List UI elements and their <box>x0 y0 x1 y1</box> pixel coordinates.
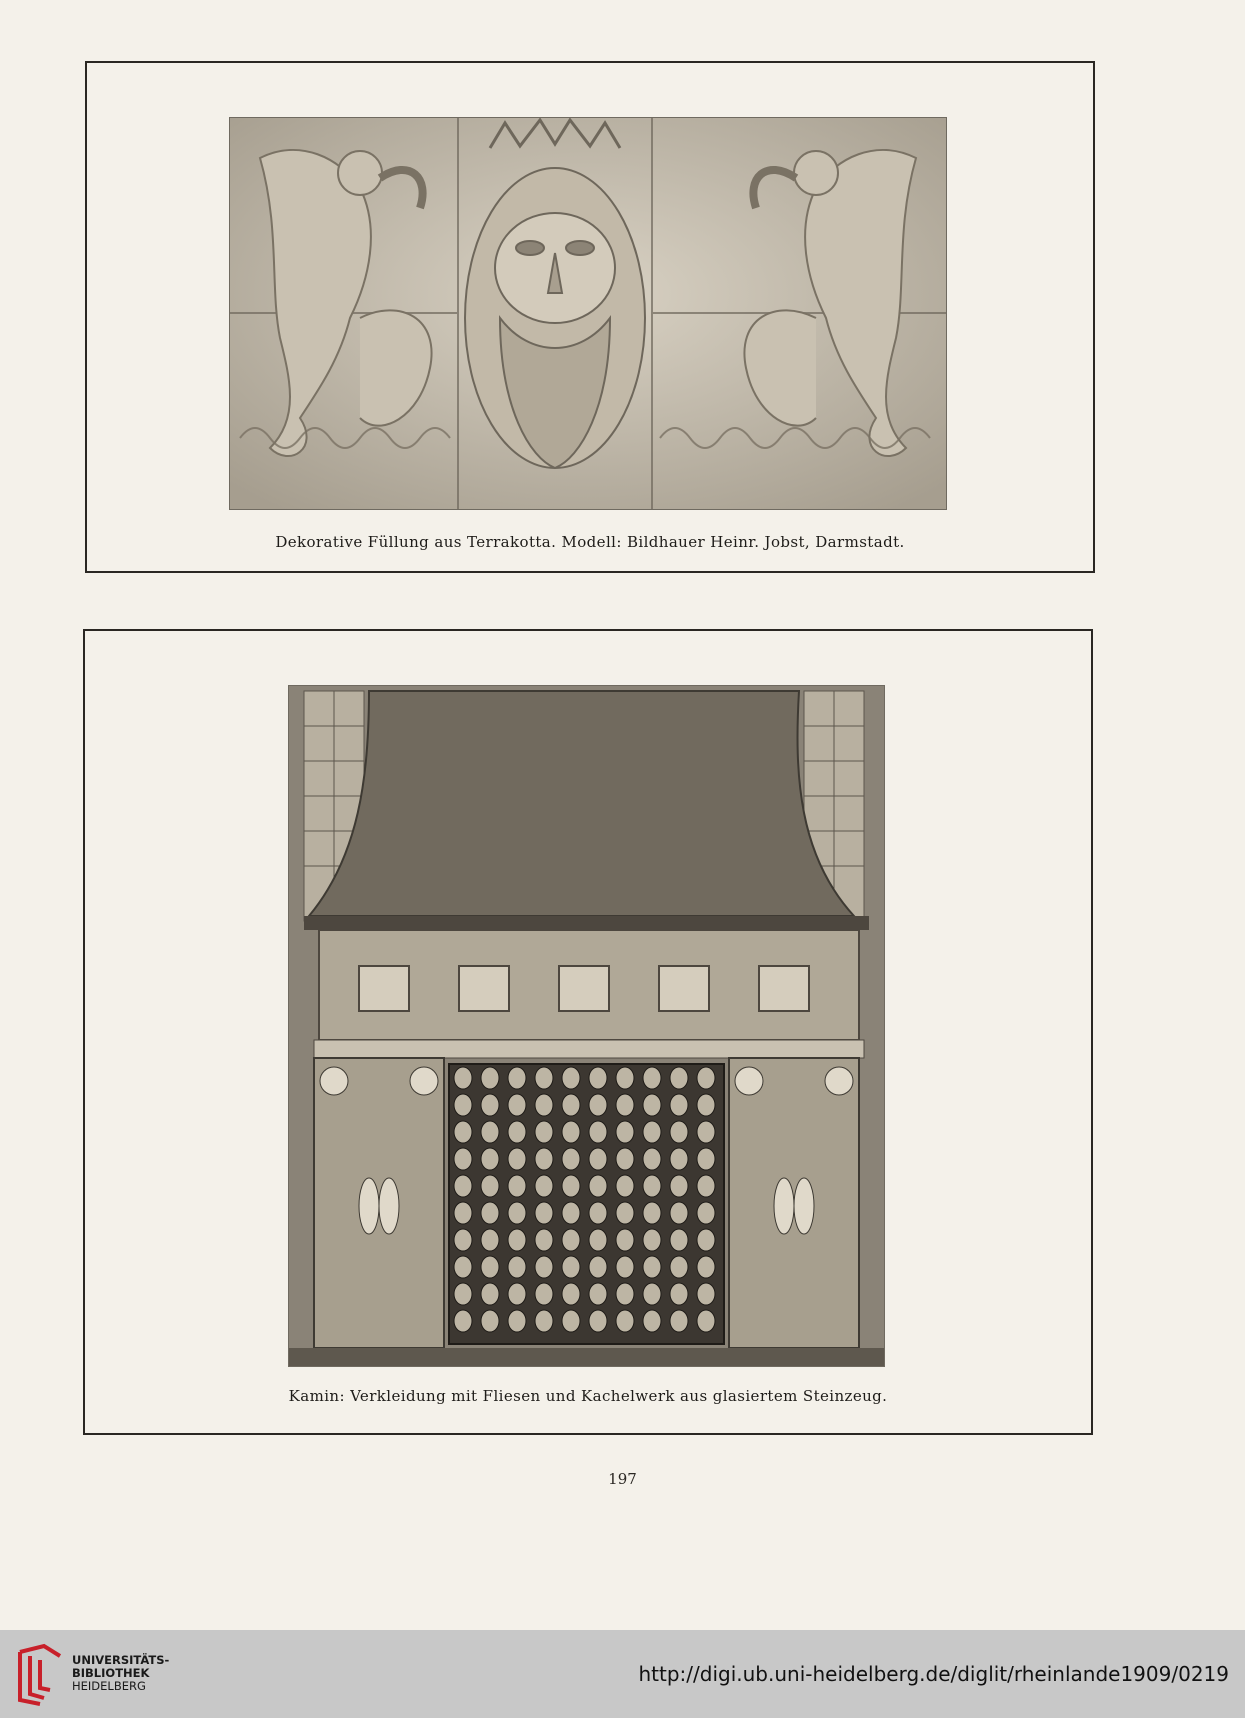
figure-frame-terracotta <box>85 61 1095 573</box>
fireplace-photo <box>288 685 885 1367</box>
logo-line-3: HEIDELBERG <box>72 1679 146 1693</box>
page-number: 197 <box>608 1470 637 1488</box>
figure-frame-fireplace <box>83 629 1093 1435</box>
library-logo-icon <box>14 1642 66 1706</box>
source-url-link[interactable]: http://digi.ub.uni-heidelberg.de/diglit/rheinlande1909/0219 <box>638 1662 1229 1686</box>
logo-line-2: BIBLIOTHEK <box>72 1666 150 1680</box>
figure-caption-fireplace: Kamin: Verkleidung mit Fliesen und Kachelwerk aus glasiertem Steinzeug. <box>288 1387 888 1405</box>
terracotta-relief-photo <box>229 117 947 510</box>
footer-bar <box>0 1630 1245 1718</box>
figure-caption-terracotta: Dekorative Füllung aus Terrakotta. Modell: Bildhauer Heinr. Jobst, Darmstadt. <box>275 533 905 551</box>
library-logo-text <box>72 1654 169 1693</box>
logo-line-1: UNIVERSITÄTS- <box>72 1653 170 1667</box>
